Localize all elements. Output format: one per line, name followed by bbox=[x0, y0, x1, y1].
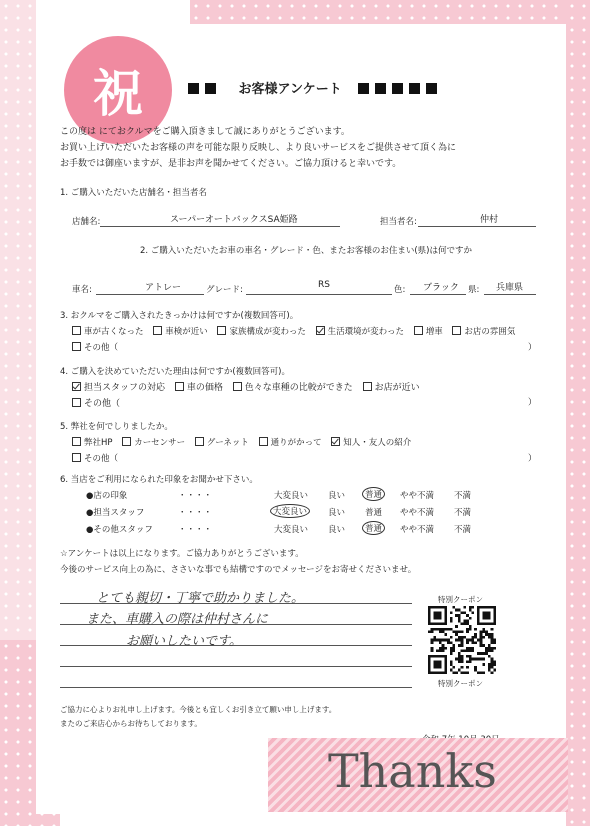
store-value: スーパーオートバックスSA姫路 bbox=[170, 215, 298, 225]
q3-option[interactable]: 車検が近い bbox=[153, 327, 208, 337]
scale-option[interactable]: 不満 bbox=[454, 525, 472, 535]
footer-thanks: ご協力に心よりお礼申し上げます。今後とも宜しくお引き立て願い申し上げます。 bbox=[60, 705, 337, 714]
impression-label: ●店の印象 bbox=[86, 491, 128, 501]
thanks-text: Thanks bbox=[328, 744, 497, 798]
impression-dots: ・・・・ bbox=[178, 525, 213, 535]
message-line bbox=[60, 666, 412, 667]
closing-note: ☆アンケートは以上になります。ご協力ありがとうございます。 bbox=[60, 549, 304, 559]
checkbox[interactable] bbox=[72, 398, 81, 407]
q5-heading: 5. 弊社を何でしりましたか。 bbox=[60, 422, 173, 432]
staff-label: 担当者名: bbox=[380, 217, 417, 227]
checkbox[interactable] bbox=[175, 382, 184, 391]
pref-underline bbox=[484, 294, 536, 295]
scale-option[interactable]: 不満 bbox=[454, 491, 472, 501]
store-label: 店舗名: bbox=[72, 217, 101, 227]
checkbox[interactable] bbox=[72, 437, 81, 446]
car-underline bbox=[96, 294, 204, 295]
checkbox[interactable] bbox=[259, 437, 268, 446]
q4-option[interactable]: お店が近い bbox=[363, 383, 420, 393]
pink-dots-background-right bbox=[566, 0, 590, 826]
checkbox[interactable] bbox=[414, 326, 423, 335]
pref-value: 兵庫県 bbox=[496, 283, 524, 293]
checkbox[interactable] bbox=[72, 326, 81, 335]
checkbox-checked[interactable] bbox=[331, 437, 340, 446]
impression-dots: ・・・・ bbox=[178, 491, 213, 501]
footer-welcome: またのご来店心からお待ちしております。 bbox=[60, 719, 202, 728]
checkbox[interactable] bbox=[217, 326, 226, 335]
scale-option[interactable]: やや不満 bbox=[400, 508, 435, 518]
q5-other[interactable]: その他（ bbox=[72, 452, 118, 464]
impression-row-store bbox=[86, 489, 526, 501]
message-line bbox=[60, 687, 412, 688]
q5-option[interactable]: 弊社HP bbox=[72, 438, 113, 448]
q3-options bbox=[72, 325, 522, 337]
scale-option-selected[interactable]: 大変良い bbox=[270, 504, 310, 518]
q5-option[interactable]: 通りがかって bbox=[259, 438, 322, 448]
color-label: 色: bbox=[394, 285, 406, 295]
coupon-label-bottom: 特別クーポン bbox=[438, 679, 483, 688]
checkbox-checked[interactable] bbox=[72, 382, 81, 391]
checkbox-checked[interactable] bbox=[316, 326, 325, 335]
scale-option[interactable]: 大変良い bbox=[274, 525, 309, 535]
q3-option[interactable]: 家族構成が変わった bbox=[217, 327, 305, 337]
staff-value: 仲村 bbox=[480, 215, 499, 225]
q5-option[interactable]: カーセンサー bbox=[122, 438, 185, 448]
q3-option[interactable]: 生活環境が変わった bbox=[316, 327, 404, 337]
q5-option[interactable]: グーネット bbox=[195, 438, 249, 448]
q5-options bbox=[72, 436, 418, 448]
checkbox[interactable] bbox=[72, 453, 81, 462]
handwritten-message-line-2: また、車購入の際は仲村さんに bbox=[86, 612, 269, 627]
q4-other[interactable]: その他（ bbox=[72, 396, 120, 409]
checkbox[interactable] bbox=[195, 437, 204, 446]
q4-other-close: ） bbox=[528, 398, 537, 408]
pref-label: 県: bbox=[468, 285, 480, 295]
scale-option-selected[interactable]: 普通 bbox=[362, 487, 385, 501]
thanks-banner bbox=[268, 738, 568, 812]
q3-other-close: ） bbox=[528, 343, 537, 353]
q3-option[interactable]: 車が古くなった bbox=[72, 327, 144, 337]
q4-option[interactable]: 車の価格 bbox=[175, 383, 223, 393]
color-value: ブラック bbox=[423, 283, 459, 293]
scale-option[interactable]: 普通 bbox=[365, 508, 383, 518]
impression-label: ●担当スタッフ bbox=[86, 508, 145, 518]
q4-heading: 4. ご購入を決めていただいた理由は何ですか(複数回答可)。 bbox=[60, 367, 290, 377]
coupon-label-top: 特別クーポン bbox=[438, 595, 483, 604]
coupon-qr-code-icon[interactable] bbox=[428, 606, 496, 674]
impression-row-other-staff bbox=[86, 523, 526, 535]
intro-line-3: お手数では御座いますが、是非お声を聞かせてください。ご協力頂けると幸いです。 bbox=[60, 159, 402, 169]
grade-value: RS bbox=[318, 280, 330, 290]
q4-option[interactable]: 色々な車種の比較ができた bbox=[233, 383, 353, 393]
q3-option[interactable]: 増車 bbox=[414, 327, 443, 337]
q5-other-close: ） bbox=[528, 454, 537, 464]
car-label: 車名: bbox=[72, 285, 92, 295]
grade-label: グレード: bbox=[206, 285, 243, 295]
q2-heading: 2. ご購入いただいたお車の車名・グレード・色、またお客様のお住まい(県)は何ですか bbox=[140, 246, 472, 256]
intro-line-2: お買い上げいただいたお客様の声を可能な限り反映し、より良いサービスをご提供させて頂く為に bbox=[60, 143, 457, 153]
q4-options bbox=[72, 380, 427, 393]
handwritten-message-line-1: とても親切・丁寧で助かりました。 bbox=[96, 591, 305, 606]
staff-underline bbox=[418, 226, 536, 227]
q1-heading: 1. ご購入いただいた店舗名・担当者名 bbox=[60, 188, 207, 198]
page-title: お客様アンケート bbox=[188, 78, 443, 97]
q3-other[interactable]: その他（ bbox=[72, 341, 118, 353]
scale-option[interactable]: 良い bbox=[328, 491, 346, 501]
scale-option[interactable]: やや不満 bbox=[400, 525, 435, 535]
q6-heading: 6. 当店をご利用になられた印象をお聞かせ下さい。 bbox=[60, 475, 258, 485]
checkbox[interactable] bbox=[233, 382, 242, 391]
q4-option[interactable]: 担当スタッフの対応 bbox=[72, 383, 165, 393]
store-underline bbox=[100, 226, 340, 227]
scale-option[interactable]: やや不満 bbox=[400, 491, 435, 501]
scale-option[interactable]: 大変良い bbox=[274, 491, 309, 501]
grade-underline bbox=[246, 294, 392, 295]
impression-dots: ・・・・ bbox=[178, 508, 213, 518]
stamp-char: 祝 bbox=[93, 64, 143, 123]
message-prompt: 今後のサービス向上の為に、ささいな事でも結構ですのでメッセージをお寄せくださいませ。 bbox=[60, 565, 417, 575]
scale-option[interactable]: 良い bbox=[328, 508, 346, 518]
q3-option[interactable]: お店の雰囲気 bbox=[452, 327, 515, 337]
impression-row-staff bbox=[86, 506, 526, 518]
checkbox[interactable] bbox=[122, 437, 131, 446]
scale-option[interactable]: 良い bbox=[328, 525, 346, 535]
q3-heading: 3. おクルマをご購入されたきっかけは何ですか(複数回答可)。 bbox=[60, 311, 299, 321]
intro-line-1: この度は にておクルマをご購入頂きまして誠にありがとうございます。 bbox=[60, 127, 350, 137]
checkbox[interactable] bbox=[153, 326, 162, 335]
impression-label: ●その他スタッフ bbox=[86, 525, 153, 535]
checkbox[interactable] bbox=[452, 326, 461, 335]
car-value: アトレー bbox=[145, 283, 182, 293]
scale-option[interactable]: 不満 bbox=[454, 508, 472, 518]
checkbox[interactable] bbox=[72, 342, 81, 351]
scale-option-selected[interactable]: 普通 bbox=[362, 521, 385, 535]
checkbox[interactable] bbox=[363, 382, 372, 391]
color-underline bbox=[410, 294, 466, 295]
handwritten-message-line-3: お願いしたいです。 bbox=[126, 634, 242, 649]
q5-option[interactable]: 知人・友人の紹介 bbox=[331, 438, 411, 448]
